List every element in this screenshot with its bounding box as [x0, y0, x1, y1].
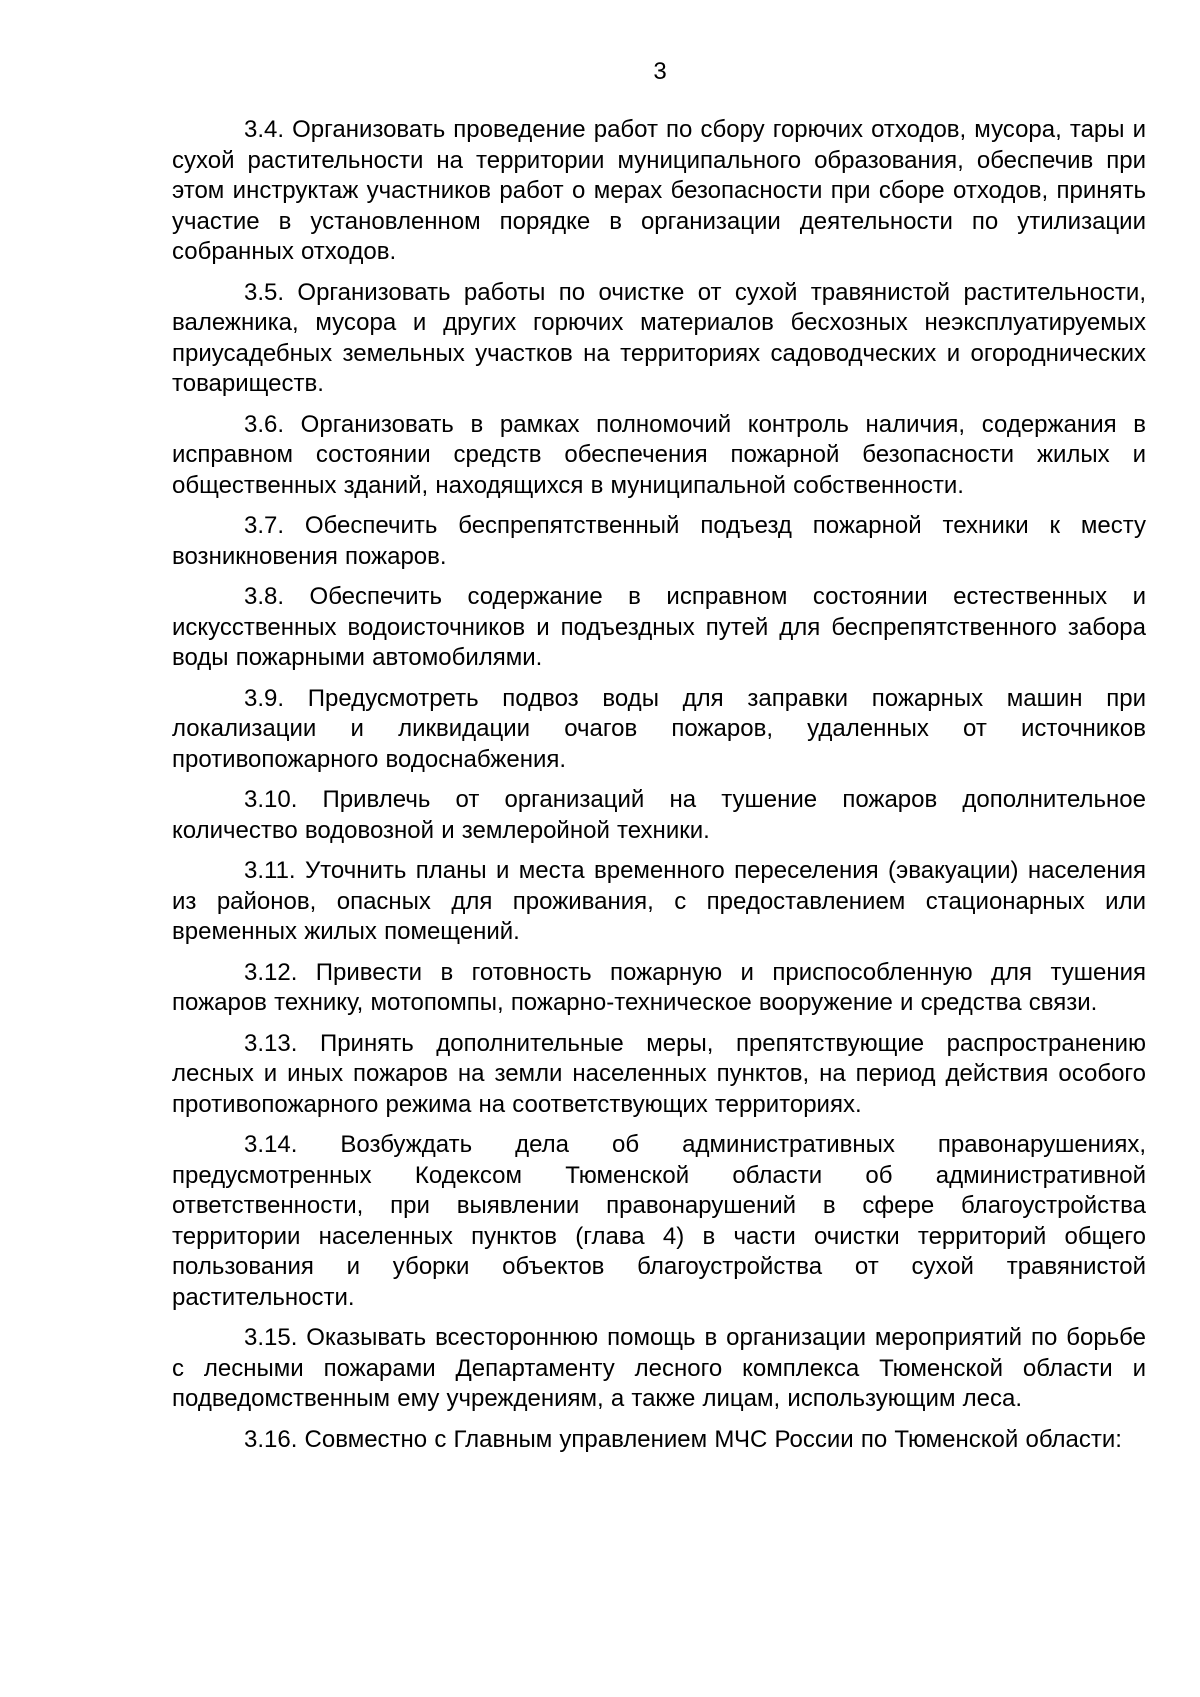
paragraph-3-14: 3.14. Возбуждать дела об административных правонарушениях, предусмотренных Кодексом Тюменской области об административной ответственности, при выявлении правонарушений в сфере благоустройства территории населенных пунктов (глава 4) в части очистки территорий общего пользования и уборки объектов благоустройства от сухой травянистой растительности. — [172, 1131, 1146, 1311]
page-number: 3 — [653, 58, 667, 85]
paragraph-3-6: 3.6. Организовать в рамках полномочий контроль наличия, содержания в исправном состоянии средств обеспечения пожарной безопасности жилых и общественных зданий, находящихся в муниципальной собственности. — [172, 410, 1146, 499]
paragraph-3-10: 3.10. Привлечь от организаций на тушение пожаров дополнительное количество водовозной и землеройной техники. — [172, 786, 1146, 844]
paragraph-3-7: 3.7. Обеспечить беспрепятственный подъезд пожарной техники к месту возникновения пожаров. — [172, 512, 1146, 570]
paragraph-3-8: 3.8. Обеспечить содержание в исправном состоянии естественных и искусственных водоисточников и подъездных путей для беспрепятственного забора воды пожарными автомобилями. — [172, 583, 1146, 671]
paragraph-3-15: 3.15. Оказывать всестороннюю помощь в организации мероприятий по борьбе с лесными пожарами Департаменту лесного комплекса Тюменской области и подведомственным ему учреждениям, а также лицам, использующим леса. — [172, 1324, 1146, 1412]
paragraph-3-12: 3.12. Привести в готовность пожарную и приспособленную для тушения пожаров технику, мотопомпы, пожарно-техническое вооружение и средства связи. — [172, 958, 1146, 1016]
paragraph-3-11: 3.11. Уточнить планы и места временного переселения (эвакуации) населения из районов, опасных для проживания, с предоставлением стационарных или временных жилых помещений. — [172, 857, 1146, 945]
paragraph-3-4: 3.4. Организовать проведение работ по сбору горючих отходов, мусора, тары и сухой растительности на территории муниципального образования, обеспечив при этом инструктаж участников работ о мерах безопасности при сборе отходов, принять участие в установленном порядке в организации деятельности по утилизации собранных отходов. — [172, 116, 1146, 265]
paragraph-3-5: 3.5. Организовать работы по очистке от сухой травянистой растительности, валежника, мусора и других горючих материалов бесхозных неэксплуатируемых приусадебных земельных участков на территориях садоводческих и огороднических товариществ. — [172, 278, 1146, 397]
paragraph-3-16: 3.16. Совместно с Главным управлением МЧС России по Тюменской области: — [244, 1425, 1122, 1453]
paragraph-3-13: 3.13. Принять дополнительные меры, препятствующие распространению лесных и иных пожаров на земли населенных пунктов, на период действия особого противопожарного режима на соответствующих территориях. — [172, 1029, 1146, 1118]
document-body — [172, 115, 1146, 1465]
paragraph-3-9: 3.9. Предусмотреть подвоз воды для заправки пожарных машин при локализации и ликвидации очагов пожаров, удаленных от источников противопожарного водоснабжения. — [172, 684, 1146, 773]
